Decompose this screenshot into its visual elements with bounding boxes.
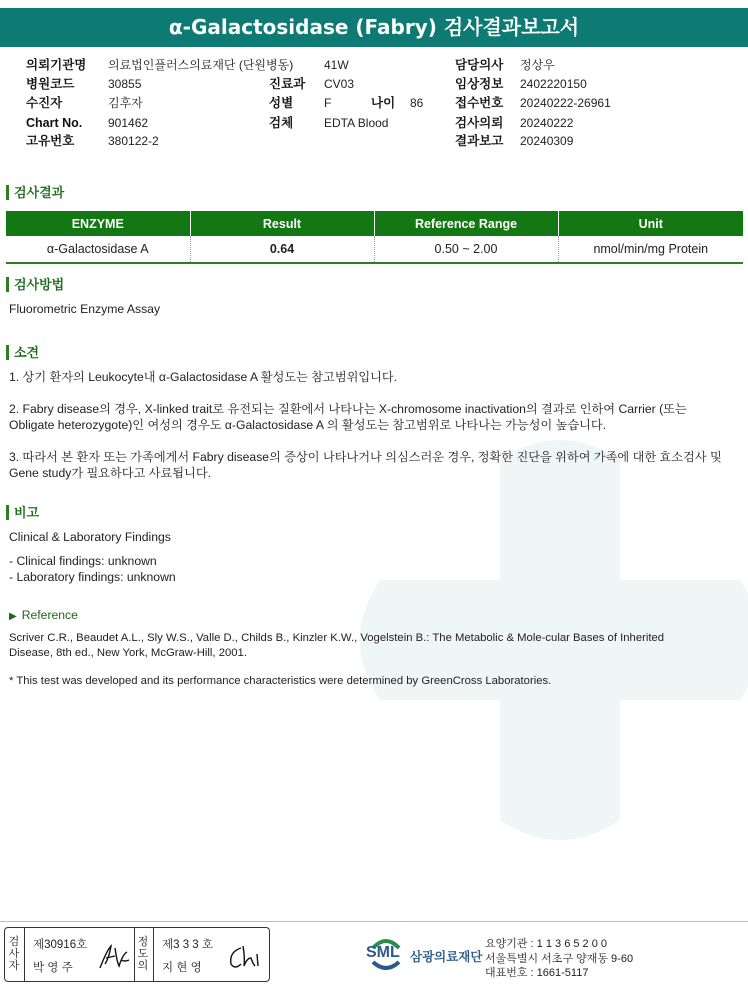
department-value: CV03: [324, 77, 355, 91]
table-row: [6, 236, 743, 263]
institution-label: 의뢰기관명: [26, 58, 87, 72]
sml-logo-text: SML: [366, 944, 400, 961]
results-heading-text: 검사결과: [14, 185, 65, 200]
confirmer-label-char: 도: [137, 948, 149, 960]
report-date-label: 결과보고: [455, 134, 504, 148]
section-bar: [6, 185, 9, 200]
footer-divider: [0, 921, 748, 922]
range-cell: 0.50 ~ 2.00: [374, 236, 558, 263]
section-bar: [6, 505, 9, 520]
tester-label: [7, 936, 21, 972]
tester-label-char: 자: [8, 960, 20, 972]
method-text: Fluorometric Enzyme Assay: [9, 302, 161, 316]
confirmer-label: [136, 936, 150, 972]
divider: [24, 928, 25, 981]
reference-line2: Disease, 8th ed., New York, McGraw-Hill, 2001.: [9, 647, 247, 659]
method-heading: [6, 277, 64, 293]
examinee-label: 수진자: [26, 96, 63, 110]
unit-cell: nmol/min/mg Protein: [558, 236, 743, 263]
institution-value: 의료법인플러스의료재단 (단원병동): [108, 58, 294, 72]
ward-value: 41W: [324, 58, 349, 72]
tester-number: 제30916호: [33, 939, 88, 951]
agency-number: 요양기관 : 1 1 3 6 5 2 0 0: [485, 938, 608, 950]
remarks-line2: - Laboratory findings: unknown: [9, 570, 176, 584]
specimen-value: EDTA Blood: [324, 116, 389, 130]
section-bar: [6, 277, 9, 292]
hospital-code-value: 30855: [108, 77, 142, 91]
unique-label: 고유번호: [26, 134, 75, 148]
confirmer-name: 지 현 영: [162, 962, 202, 974]
sex-label: 성별: [269, 96, 294, 110]
report-title: α-Galactosidase (Fabry) 검사결과보고서: [0, 8, 748, 47]
phone-number: 대표번호 : 1661-5117: [485, 967, 589, 979]
department-label: 진료과: [269, 77, 306, 91]
request-label: 검사의뢰: [455, 116, 504, 130]
divider: [153, 928, 154, 981]
findings-p3b: Gene study가 필요하다고 사료됩니다.: [9, 466, 211, 480]
results-heading: [6, 185, 64, 201]
signature-box: [4, 927, 270, 982]
remarks-heading: [6, 505, 39, 521]
sex-value: F: [324, 96, 332, 110]
col-unit: Unit: [558, 211, 743, 236]
hospital-code-label: 병원코드: [26, 77, 75, 91]
age-label: 나이: [371, 96, 396, 110]
request-value: 20240222: [520, 116, 574, 130]
col-enzyme: ENZYME: [6, 211, 190, 236]
remarks-title: Clinical & Laboratory Findings: [9, 530, 171, 544]
reference-heading-text: Reference: [21, 608, 78, 622]
unique-value: 380122-2: [108, 134, 159, 148]
results-table: [6, 211, 743, 264]
tester-signature-icon: [97, 942, 131, 972]
report-date-value: 20240309: [520, 134, 574, 148]
findings-heading: [6, 345, 39, 361]
doctor-value: 정상우: [520, 58, 555, 72]
col-result: Result: [190, 211, 374, 236]
specimen-label: 검체: [269, 116, 294, 130]
result-cell: 0.64: [190, 236, 374, 263]
findings-p2b: Obligate heterozygote)인 여성의 경우도 α-Galactosidase A 의 활성도는 참고범위로 나타나는 가능성이 높습니다.: [9, 418, 607, 432]
divider: [134, 928, 135, 981]
findings-p3a: 3. 따라서 본 환자 또는 가족에게서 Fabry disease의 증상이 나타나거나 의심스러운 경우, 정확한 진단을 위하여 가족에 대한 효소검사 및: [9, 450, 722, 464]
method-heading-text: 검사방법: [14, 277, 65, 292]
reference-heading: [9, 607, 729, 625]
enzyme-cell: α-Galactosidase A: [6, 236, 190, 263]
findings-heading-text: 소견: [14, 345, 40, 360]
section-bar: [6, 345, 9, 360]
confirmer-number: 제3 3 3 호: [162, 939, 213, 951]
address: 서울특별시 서초구 양재동 9-60: [485, 953, 634, 965]
confirmer-signature-icon: [227, 942, 263, 972]
findings-p2a: 2. Fabry disease의 경우, X-linked trait로 유전되는 질환에서 나타나는 X-chromosome inactivation의 결과로 인하여 Carrier (또는: [9, 402, 687, 416]
doctor-label: 담당의사: [455, 58, 504, 72]
tester-name: 박 영 주: [33, 962, 73, 974]
clinical-value: 2402220150: [520, 77, 587, 91]
receipt-value: 20240222-26961: [520, 96, 611, 110]
tester-label-char: 사: [8, 948, 20, 960]
remarks-line1: - Clinical findings: unknown: [9, 554, 157, 568]
tester-label-char: 검: [8, 936, 20, 948]
confirmer-label-char: 정: [137, 936, 149, 948]
receipt-label: 접수번호: [455, 96, 504, 110]
age-value: 86: [410, 96, 424, 110]
chart-label: Chart No.: [26, 116, 83, 130]
col-range: Reference Range: [374, 211, 558, 236]
reference-line1: Scriver C.R., Beaudet A.L., Sly W.S., Valle D., Childs B., Kinzler K.W., Vogelstein B.: The Metabolic & Mole-cular Bases of Inherited: [9, 632, 665, 644]
clinical-label: 임상정보: [455, 77, 504, 91]
org-name: 삼광의료재단: [410, 950, 483, 964]
reference-note: * This test was developed and its performance characteristics were determined by GreenCross Laboratories.: [9, 675, 552, 687]
findings-p1: 1. 상기 환자의 Leukocyte내 α-Galactosidase A 활성도는 참고범위입니다.: [9, 370, 398, 384]
confirmer-label-char: 의: [137, 960, 149, 972]
chart-value: 901462: [108, 116, 149, 130]
triangle-icon: ▶: [9, 611, 17, 622]
remarks-heading-text: 비고: [14, 505, 40, 520]
examinee-value: 김후자: [108, 96, 143, 110]
